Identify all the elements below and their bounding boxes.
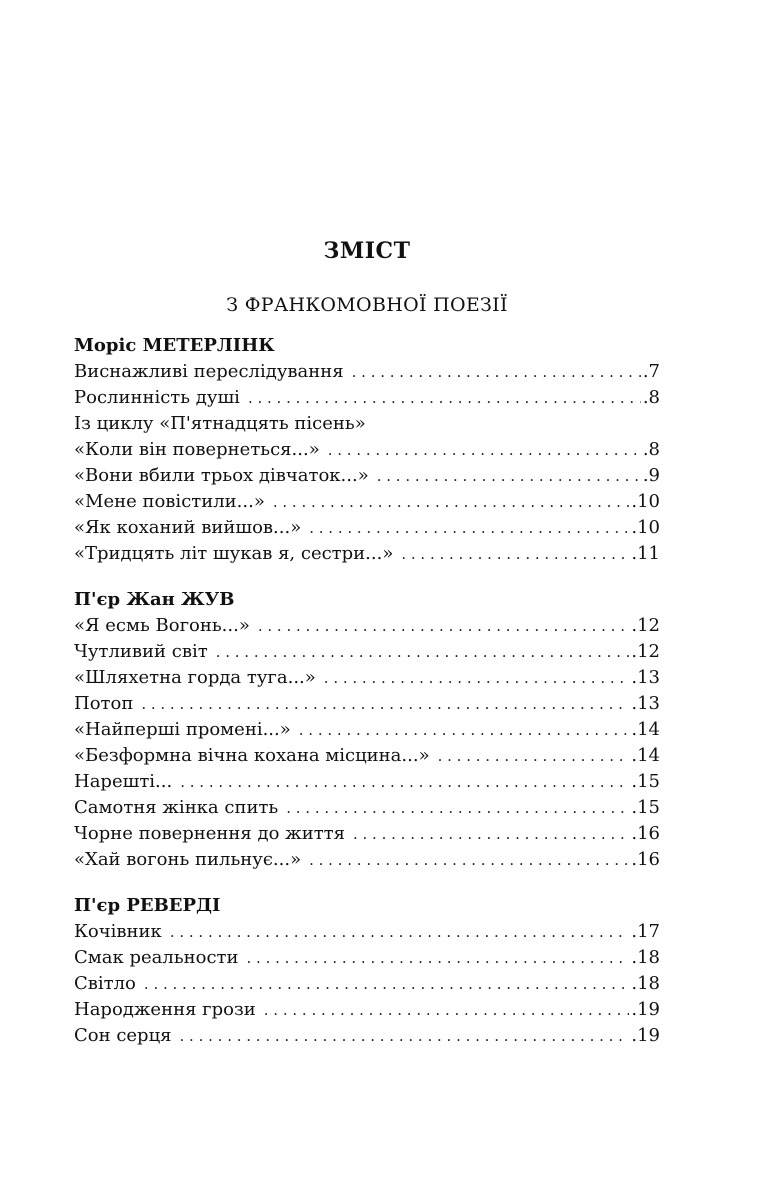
entry-page: .10	[631, 491, 660, 512]
dot-leader	[264, 997, 630, 1023]
toc-entry	[74, 639, 660, 665]
entry-title: Виснажливі переслідування	[74, 361, 344, 382]
entry-title: «Я есмь Вогонь...»	[74, 615, 250, 636]
entry-title: Сон серця	[74, 1025, 172, 1046]
toc-entry	[74, 1023, 660, 1049]
entry-title: «Безформна вічна кохана місцина...»	[74, 745, 430, 766]
entry-page: .12	[631, 641, 660, 662]
entry-page: .10	[631, 517, 660, 538]
toc-entry	[74, 847, 660, 873]
entry-title: «Коли він повернеться...»	[74, 439, 320, 460]
entry-page: .17	[631, 921, 660, 942]
dot-leader	[180, 769, 629, 795]
toc-entry	[74, 463, 660, 489]
dot-leader	[286, 795, 629, 821]
entry-page: .16	[631, 823, 660, 844]
entry-title: Світло	[74, 973, 136, 994]
toc-entry	[74, 717, 660, 743]
toc-entry	[74, 971, 660, 997]
dot-leader	[180, 1023, 630, 1049]
entry-page: .12	[631, 615, 660, 636]
toc-entry	[74, 665, 660, 691]
toc-entry	[74, 997, 660, 1023]
entry-page: .14	[631, 745, 660, 766]
dot-leader	[324, 665, 630, 691]
dot-leader	[170, 919, 630, 945]
entry-page: .11	[631, 543, 660, 564]
part-title: З ФРАНКОМОВНОЇ ПОЕЗІЇ	[226, 294, 508, 316]
dot-leader	[401, 541, 629, 567]
toc-section	[74, 333, 660, 567]
entry-page: .13	[631, 693, 660, 714]
entry-page: .18	[631, 973, 660, 994]
toc-entry	[74, 385, 660, 411]
entry-title: Смак реальности	[74, 947, 239, 968]
toc-entry	[74, 743, 660, 769]
dot-leader	[353, 821, 629, 847]
dot-leader	[309, 847, 629, 873]
dot-leader	[141, 691, 629, 717]
entry-title: Самотня жінка спить	[74, 797, 279, 818]
toc-entry	[74, 919, 660, 945]
dot-leader	[258, 613, 630, 639]
entry-title: Потоп	[74, 693, 134, 714]
entry-page: .19	[631, 999, 660, 1020]
section-author: П'єр Жан ЖУВ	[74, 589, 235, 610]
entry-title: «Як коханий вийшов...»	[74, 517, 302, 538]
toc-entry	[74, 821, 660, 847]
entry-page: .7	[642, 361, 660, 382]
entry-page: .8	[642, 439, 660, 460]
dot-leader	[299, 717, 630, 743]
dot-leader	[216, 639, 630, 665]
page-title: ЗМІСТ	[323, 238, 411, 264]
section-author: П'єр РЕВЕРДІ	[74, 895, 221, 916]
dot-leader	[248, 385, 641, 411]
toc-section	[74, 587, 660, 873]
entry-title: «Найперші промені...»	[74, 719, 291, 740]
toc-entry	[74, 769, 660, 795]
dot-leader	[352, 359, 641, 385]
toc-entry	[74, 795, 660, 821]
entry-page: .9	[642, 465, 660, 486]
toc-section	[74, 893, 660, 1049]
entry-page: .15	[631, 797, 660, 818]
dot-leader	[438, 743, 630, 769]
section-author: Моріс МЕТЕРЛІНК	[74, 335, 275, 356]
entry-page: .8	[642, 387, 660, 408]
entry-page: .15	[631, 771, 660, 792]
dot-leader	[247, 945, 630, 971]
toc-entry	[74, 515, 660, 541]
entry-title: «Вони вбили трьох дівчаток...»	[74, 465, 369, 486]
toc-entry	[74, 437, 660, 463]
entry-title: Народження грози	[74, 999, 256, 1020]
entry-page: .16	[631, 849, 660, 870]
toc-entry	[74, 691, 660, 717]
entry-title: «Шляхетна горда туга...»	[74, 667, 316, 688]
toc-subheading	[74, 411, 660, 437]
entry-title: «Хай вогонь пильнує...»	[74, 849, 302, 870]
entry-title: Кочівник	[74, 921, 162, 942]
entry-page: .14	[631, 719, 660, 740]
entry-page: .13	[631, 667, 660, 688]
entry-title: «Тридцять літ шукав я, сестри...»	[74, 543, 394, 564]
dot-leader	[309, 515, 629, 541]
entry-title: Нарешті...	[74, 771, 173, 792]
dot-leader	[273, 489, 630, 515]
dot-leader	[328, 437, 641, 463]
entry-page: .18	[631, 947, 660, 968]
entry-title: Чорне повернення до життя	[74, 823, 345, 844]
entry-title: Чутливий світ	[74, 641, 208, 662]
dot-leader	[144, 971, 629, 997]
entry-title: Із циклу «П'ятнадцять пісень»	[74, 413, 366, 434]
dot-leader	[377, 463, 641, 489]
toc-entry	[74, 613, 660, 639]
toc-entry	[74, 489, 660, 515]
table-of-contents	[74, 333, 660, 1069]
toc-entry	[74, 359, 660, 385]
toc-entry	[74, 541, 660, 567]
entry-title: Рослинність душі	[74, 387, 240, 408]
toc-entry	[74, 945, 660, 971]
entry-page: .19	[631, 1025, 660, 1046]
entry-title: «Мене повістили...»	[74, 491, 265, 512]
